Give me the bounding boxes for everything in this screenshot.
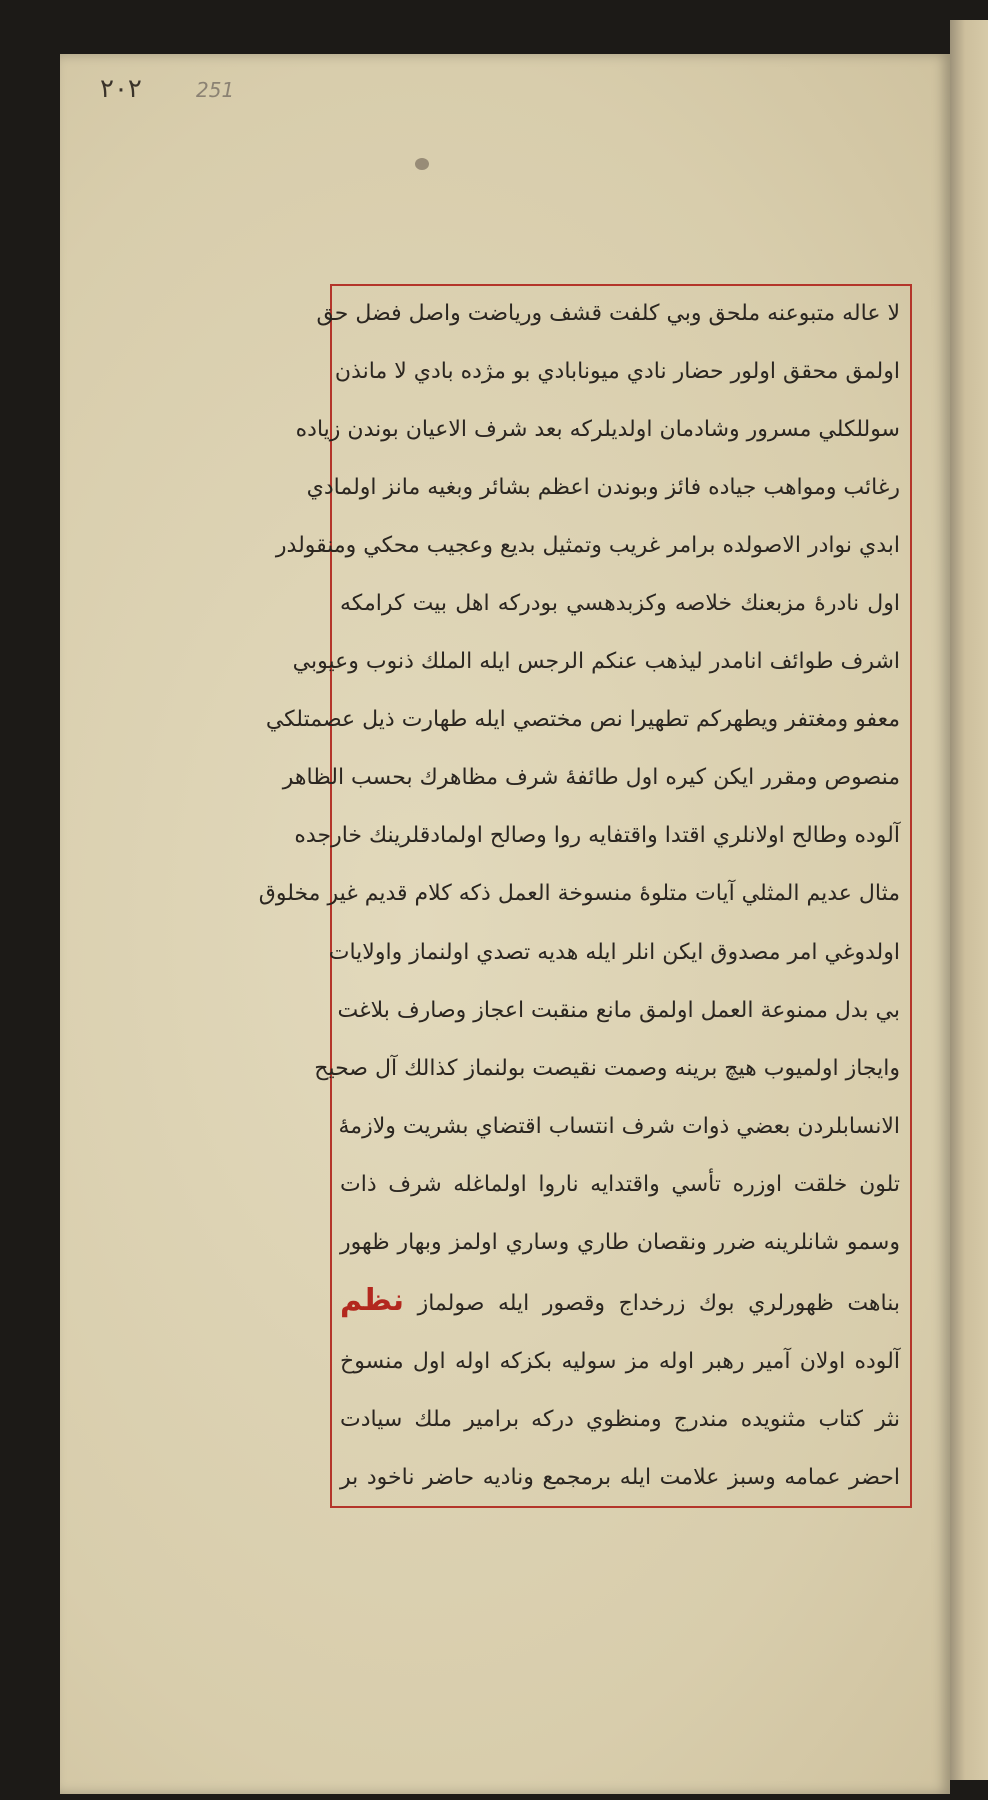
- text-line-9: منصوص ومقرر ايكن كيره اول طائفهٔ شرف مظاهرك بحسب الظاهر: [282, 765, 900, 791]
- verse-heading: نظم: [340, 1282, 405, 1318]
- text-block: [258, 294, 900, 1498]
- folio-number: ٢٠٢: [100, 74, 142, 104]
- text-line-12: اولدوغي امر مصدوق ايكن انلر ايله هديه تصدي اولنماز واولايات: [328, 939, 900, 965]
- text-line-7: اشرف طوائف انامدر ليذهب عنكم الرجس ايله الملك ذنوب وعيوبي: [292, 649, 900, 675]
- next-page-edge: [950, 20, 988, 1780]
- ink-stain: [415, 158, 429, 170]
- text-line-1: لا عاله متبوعنه ملحق وبي كلفت قشف ورياضت واصل فضل حق: [316, 301, 900, 326]
- text-line-14: وايجاز اولميوب هيچ برينه وصمت نقيصت بولنماز كذالك آل صحيح: [314, 1055, 900, 1081]
- text-line-6: اول نادرهٔ مزبعنك خلاصه وكزبدهسي بودركه اهل بيت كرامكه: [340, 591, 900, 617]
- text-line-16: تلون خلقت اوزره تأسي واقتدايه ناروا اولماغله شرف ذات: [340, 1171, 900, 1197]
- text-line-5: ابدي نوادر الاصولده برامر غريب وتمثيل بديع وعجيب محكي ومنقولدر: [275, 533, 900, 559]
- text-line-20: نثر كتاب مثنويده مندرج ومنظوي دركه برامير ملك سيادت: [340, 1406, 900, 1432]
- text-line-18-content: بناهت ظهورلري بوك زرخداج وقصور ايله صولماز: [417, 1290, 900, 1316]
- text-line-13: بي بدل ممنوعة العمل اولمق مانع منقبت اعجاز وصارف بلاغت: [337, 997, 900, 1023]
- text-line-21: احضر عمامه وسبز علامت ايله برمجمع وناديه حاضر ناخود بر: [340, 1464, 900, 1490]
- text-line-11: مثال عديم المثلي آيات متلوهٔ منسوخة العمل ذكه كلام قديم غير مخلوق: [258, 881, 900, 907]
- text-line-15: الانسابلردن بعضي ذوات شرف انتساب اقتضاي بشريت ولازمهٔ: [338, 1113, 900, 1139]
- pencil-folio-number: 251: [196, 78, 235, 102]
- text-line-18: [340, 1281, 900, 1324]
- text-line-8: معفو ومغتفر ويطهركم تطهيرا نص مختصي ايله طهارت ذيل عصمتلكي: [265, 707, 900, 733]
- text-line-19: آلوده اولان آمير رهبر اوله مز سوليه بكزكه اوله اول منسوخ: [340, 1348, 900, 1374]
- text-line-10: آلوده وطالح اولانلري اقتدا واقتفايه روا وصالح اولمادقلرينك خارجده: [294, 823, 900, 849]
- text-line-3: سوللكلي مسرور وشادمان اولديلركه بعد شرف الاعيان بوندن زياده: [295, 417, 900, 443]
- text-line-17: وسمو شانلرينه ضرر ونقصان طاري وساري اولمز وبهار ظهور: [340, 1229, 900, 1255]
- text-line-2: اولمق محقق اولور حضار نادي ميونابادي بو مژده بادي لا مانذن: [334, 359, 900, 385]
- text-line-4: رغائب ومواهب جياده فائز وبوندن اعظم بشائر وبغيه مانز اولمادي: [306, 475, 900, 501]
